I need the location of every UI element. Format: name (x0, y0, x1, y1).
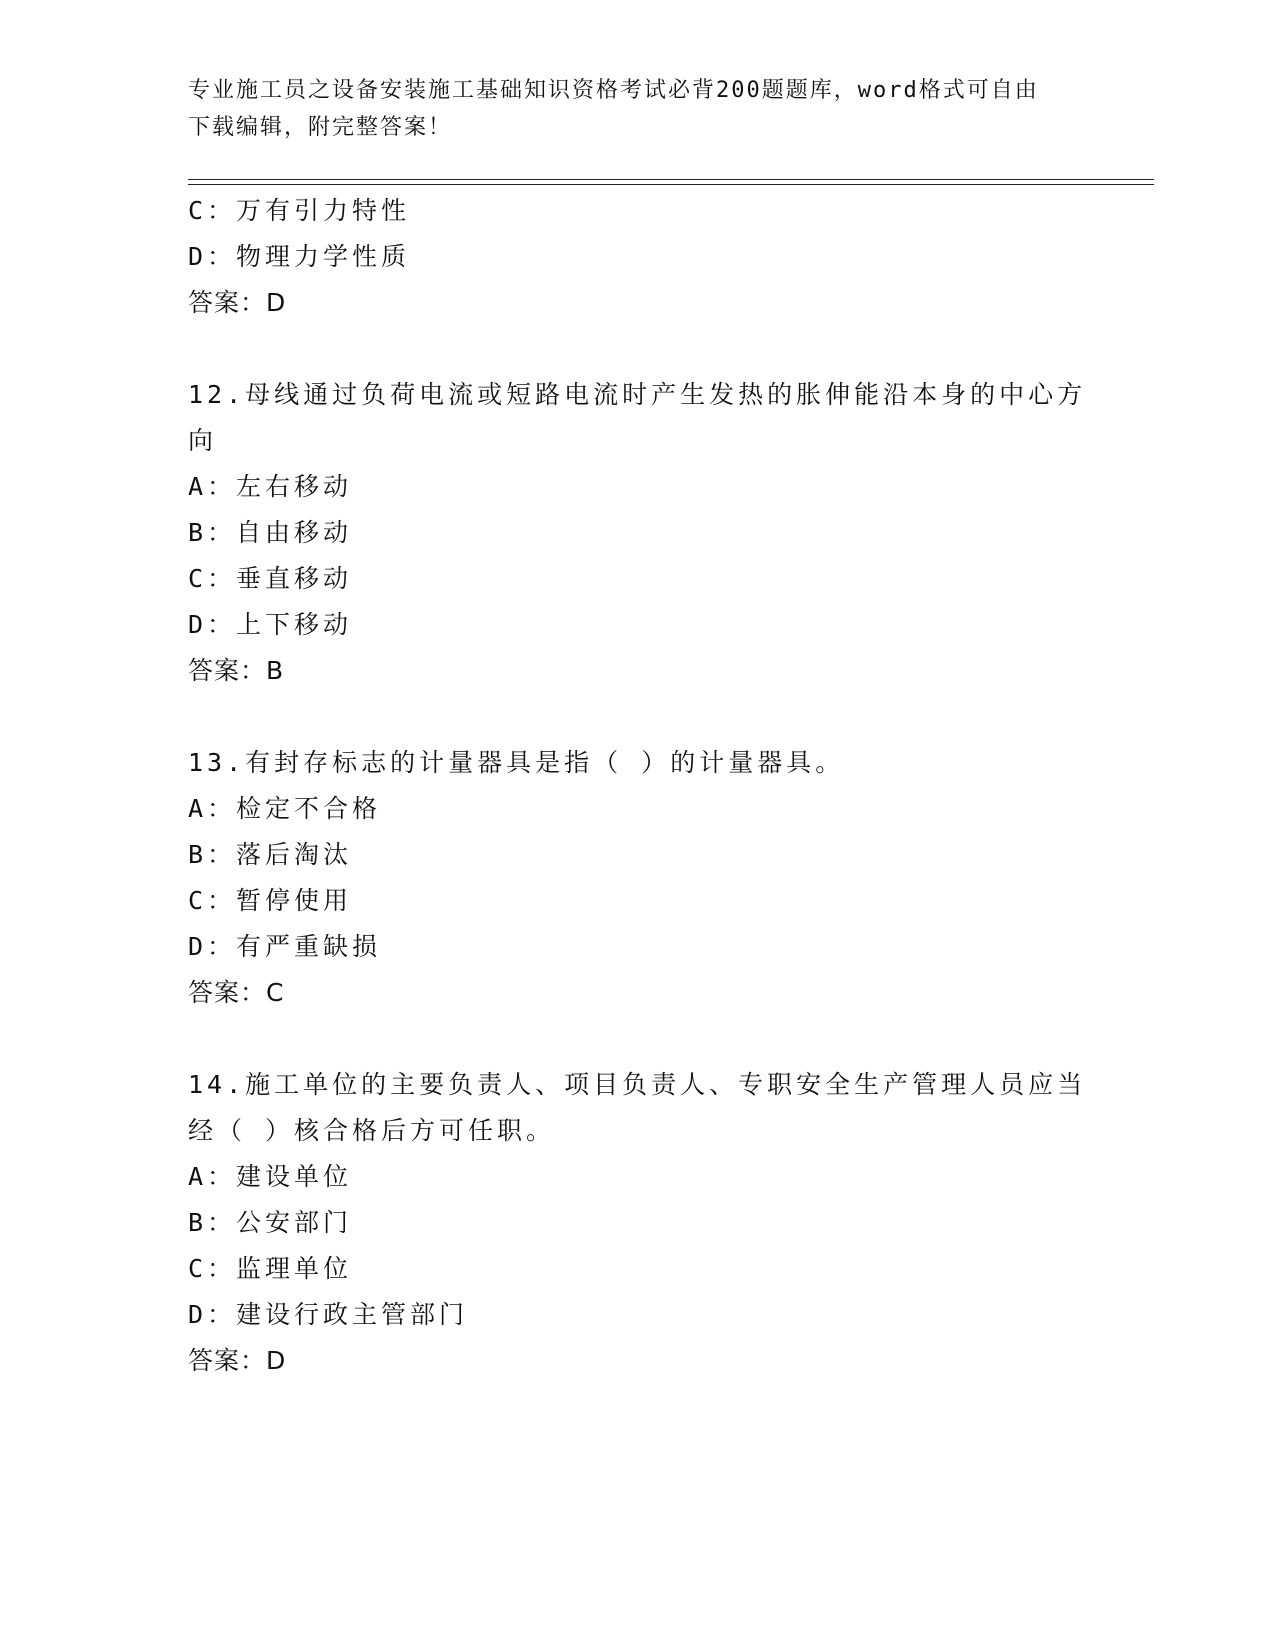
question-13-option-b: B：落后淘汰 (188, 840, 353, 869)
spacer (188, 1016, 1088, 1062)
question-14-text-line2: 经（ ）核合格后方可任职。 (188, 1116, 556, 1145)
question-14-text-line1: 14.施工单位的主要负责人、项目负责人、专职安全生产管理人员应当 (188, 1070, 1087, 1099)
prev-option-d: D：物理力学性质 (188, 242, 411, 271)
header-title-line2: 下载编辑，附完整答案！ (188, 115, 453, 140)
question-14-option-d: D：建设行政主管部门 (188, 1300, 469, 1329)
question-12-answer: 答案：B (188, 656, 285, 685)
prev-option-c: C：万有引力特性 (188, 196, 411, 225)
question-12-option-c: C：垂直移动 (188, 564, 353, 593)
question-12-option-a: A：左右移动 (188, 472, 353, 501)
prev-answer: 答案：D (188, 288, 287, 317)
question-14-option-c: C：监理单位 (188, 1254, 353, 1283)
spacer (188, 694, 1088, 740)
question-12-text-line1: 12.母线通过负荷电流或短路电流时产生发热的胀伸能沿本身的中心方 (188, 380, 1087, 409)
header-divider-top (188, 179, 1154, 180)
question-14-option-b: B：公安部门 (188, 1208, 353, 1237)
header-divider-bottom (188, 184, 1154, 185)
question-13-text-line1: 13.有封存标志的计量器具是指（ ）的计量器具。 (188, 748, 845, 777)
question-13-option-c: C：暂停使用 (188, 886, 353, 915)
question-list (188, 188, 1088, 1384)
question-14-option-a: A：建设单位 (188, 1162, 353, 1191)
question-13-option-d: D：有严重缺损 (188, 932, 382, 961)
document-header (188, 72, 1068, 146)
header-title-line1: 专业施工员之设备安装施工基础知识资格考试必背200题题库，word格式可自由 (188, 78, 1039, 103)
question-12-option-b: B：自由移动 (188, 518, 353, 547)
question-12-option-d: D：上下移动 (188, 610, 353, 639)
question-13-option-a: A：检定不合格 (188, 794, 382, 823)
spacer (188, 326, 1088, 372)
question-12-text-line2: 向 (188, 426, 218, 455)
question-13-answer: 答案：C (188, 978, 285, 1007)
question-14-answer: 答案：D (188, 1346, 287, 1375)
